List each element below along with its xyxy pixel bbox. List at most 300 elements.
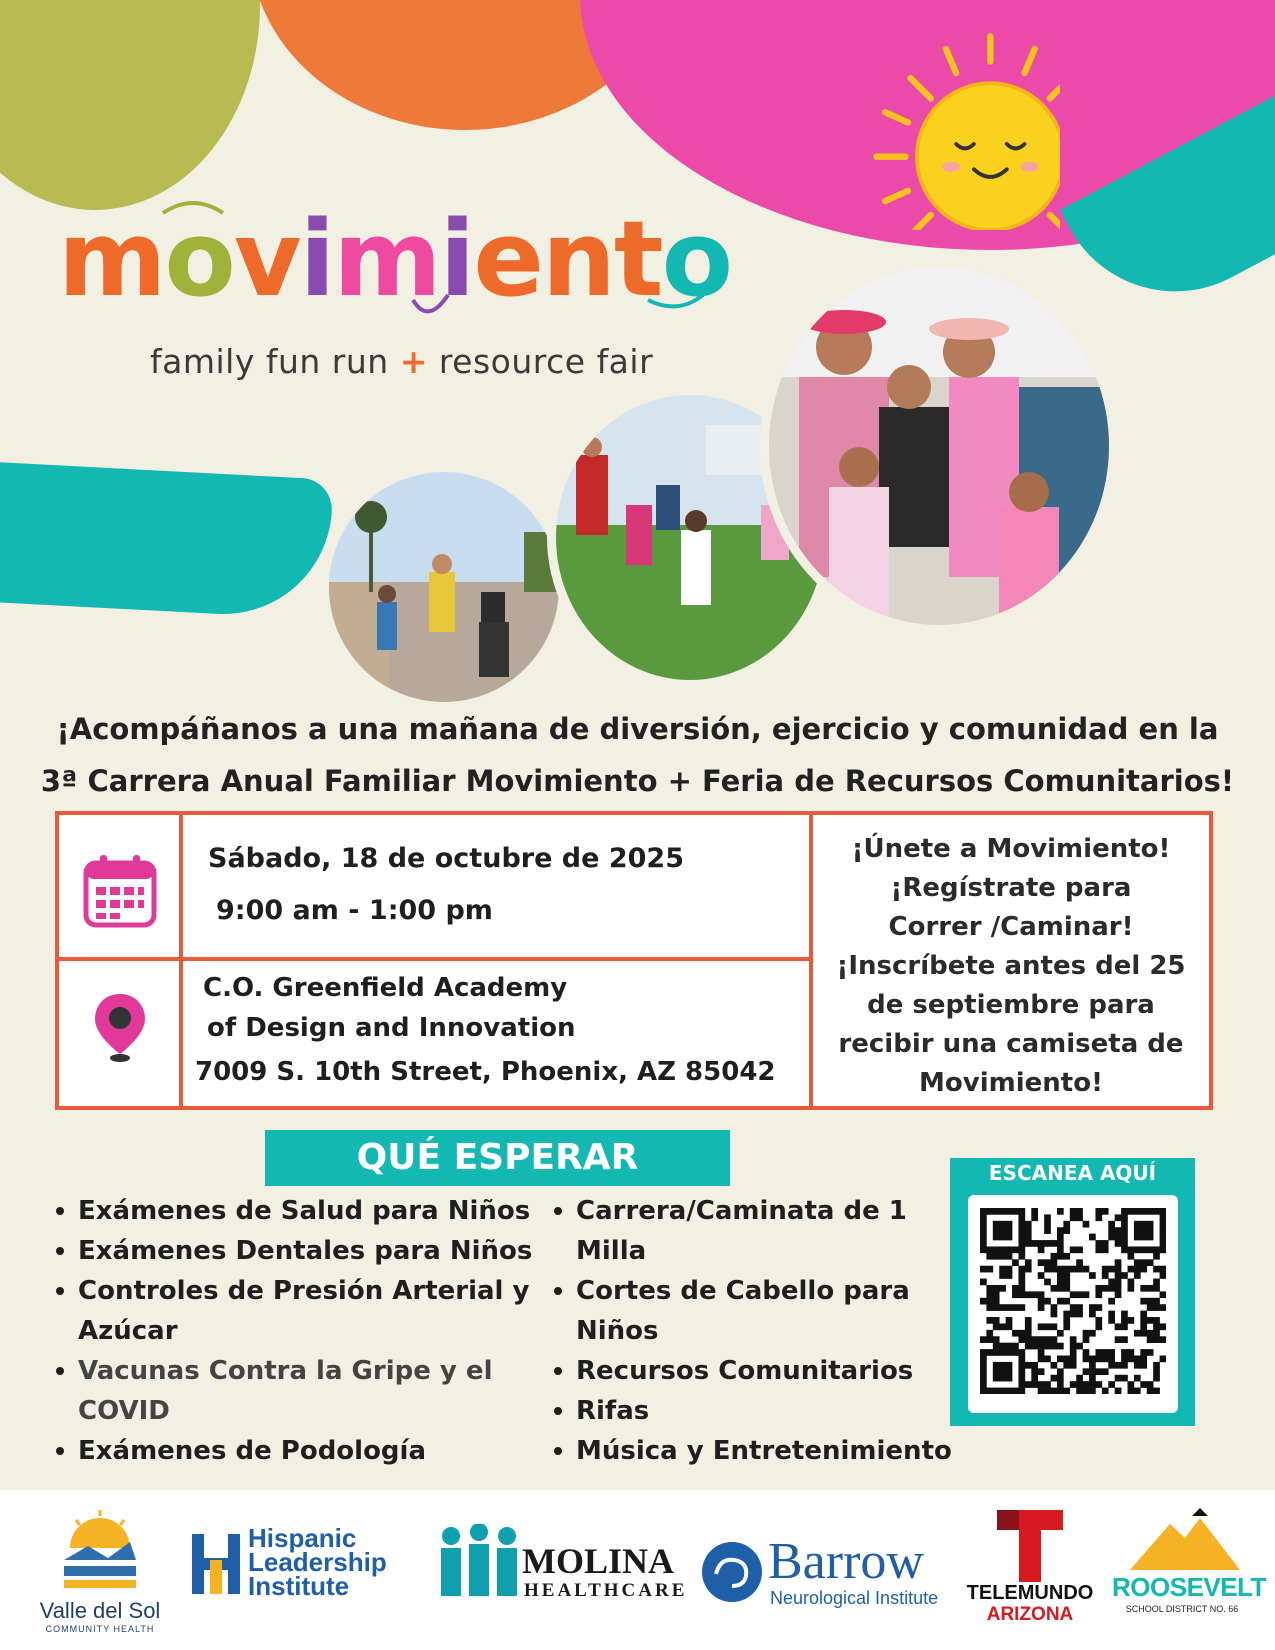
qr-module: [1006, 1388, 1013, 1394]
qr-module: [993, 1285, 1000, 1292]
qr-module: [1160, 1246, 1166, 1253]
qr-module: [993, 1368, 1000, 1375]
qr-module: [1134, 1221, 1141, 1228]
qr-module: [1018, 1246, 1025, 1253]
qr-module: [1031, 1368, 1038, 1375]
qr-module: [1121, 1362, 1128, 1369]
qr-module: [1140, 1234, 1147, 1241]
qr-module: [1083, 1381, 1090, 1388]
qr-module: [1095, 1304, 1102, 1311]
qr-module: [1044, 1259, 1051, 1266]
qr-module: [993, 1298, 1000, 1305]
qr-module: [1108, 1298, 1115, 1305]
headline-line1: ¡Acompáñanos a una mañana de diversión, ejercicio y comunidad en la: [56, 712, 1219, 746]
qr-module: [1089, 1234, 1096, 1241]
qr-module: [1128, 1317, 1135, 1324]
qr-module: [1070, 1291, 1077, 1298]
qr-module: [1076, 1214, 1083, 1221]
movimiento-logo-art: [58, 195, 738, 325]
qr-module: [1057, 1298, 1064, 1305]
qr-module: [1160, 1227, 1166, 1234]
qr-module: [980, 1356, 987, 1363]
qr-module: [1153, 1298, 1160, 1305]
qr-module: [986, 1336, 993, 1343]
qr-module: [999, 1304, 1006, 1311]
qr-module: [1018, 1221, 1025, 1228]
qr-module: [986, 1330, 993, 1337]
qr-module: [1031, 1240, 1038, 1247]
qr-module: [1038, 1304, 1045, 1311]
qr-module: [1044, 1240, 1051, 1247]
qr-module: [1102, 1240, 1109, 1247]
venue-line2: of Design and Innovation: [207, 1013, 576, 1043]
qr-module: [1006, 1375, 1013, 1382]
qr-module: [1057, 1375, 1064, 1382]
qr-module: [1121, 1214, 1128, 1221]
qr-module: [1095, 1208, 1102, 1215]
qr-module: [993, 1317, 1000, 1324]
qr-module: [1095, 1381, 1102, 1388]
qr-module: [1108, 1311, 1115, 1318]
svg-text:movimiento: movimiento: [58, 198, 732, 320]
qr-module: [1012, 1285, 1019, 1292]
qr-module: [1121, 1349, 1128, 1356]
qr-module: [1044, 1221, 1051, 1228]
qr-module: [1134, 1330, 1141, 1337]
que-esperar-title: QUÉ ESPERAR: [265, 1130, 730, 1186]
qr-module: [1147, 1388, 1154, 1394]
qr-module: [1057, 1240, 1064, 1247]
cta-line: ¡Regístrate para: [890, 873, 1132, 903]
photo-walkers: [320, 463, 568, 711]
qr-module: [1070, 1356, 1077, 1363]
list-item: Carrera/Caminata de 1 Milla: [576, 1191, 956, 1271]
qr-module: [1121, 1311, 1128, 1318]
qr-module: [1153, 1208, 1160, 1215]
qr-module: [1018, 1272, 1025, 1279]
qr-module: [1147, 1259, 1154, 1266]
qr-module: [1012, 1304, 1019, 1311]
qr-module: [1038, 1298, 1045, 1305]
qr-module: [1018, 1291, 1025, 1298]
qr-module: [1006, 1208, 1013, 1215]
qr-module: [1025, 1234, 1032, 1241]
qr-module: [1006, 1362, 1013, 1369]
qr-module: [1057, 1330, 1064, 1337]
qr-module: [1128, 1279, 1135, 1286]
qr-module: [980, 1246, 987, 1253]
qr-module: [1044, 1343, 1051, 1350]
qr-module: [1140, 1208, 1147, 1215]
qr-module: [1115, 1388, 1122, 1394]
qr-module: [1044, 1279, 1051, 1286]
qr-module: [999, 1323, 1006, 1330]
list-item: Vacunas Contra la Gripe y el COVID: [78, 1351, 558, 1431]
qr-module: [1134, 1272, 1141, 1279]
qr-module: [1076, 1208, 1083, 1215]
qr-module: [999, 1285, 1006, 1292]
qr-module: [1018, 1375, 1025, 1382]
qr-module: [993, 1234, 1000, 1241]
qr-module: [1018, 1253, 1025, 1260]
qr-module: [1018, 1304, 1025, 1311]
qr-module: [1031, 1381, 1038, 1388]
qr-module: [1006, 1343, 1013, 1350]
barrow-line1: Barrow: [768, 1533, 924, 1590]
qr-module: [1095, 1323, 1102, 1330]
qr-module: [1006, 1227, 1013, 1234]
list-item: Controles de Presión Arterial y Azúcar: [78, 1271, 558, 1351]
qr-module: [1031, 1291, 1038, 1298]
qr-module: [1095, 1368, 1102, 1375]
list-item: Exámenes de Podología: [78, 1431, 558, 1471]
qr-module: [999, 1368, 1006, 1375]
qr-module: [1134, 1266, 1141, 1273]
qr-module: [993, 1227, 1000, 1234]
qr-module: [1121, 1221, 1128, 1228]
qr-module: [1108, 1279, 1115, 1286]
qr-module: [1095, 1214, 1102, 1221]
qr-module: [1089, 1388, 1096, 1394]
qr-module: [986, 1388, 993, 1394]
qr-module: [1153, 1330, 1160, 1337]
qr-module: [1051, 1336, 1058, 1343]
qr-module: [1018, 1208, 1025, 1215]
qr-module: [1147, 1349, 1154, 1356]
qr-module: [1121, 1272, 1128, 1279]
qr-module: [1044, 1381, 1051, 1388]
qr-module: [1108, 1221, 1115, 1228]
qr-module: [1128, 1388, 1135, 1394]
qr-module: [993, 1304, 1000, 1311]
qr-module: [1095, 1291, 1102, 1298]
valle-del-sol-sub: COMMUNITY HEALTH: [45, 1624, 155, 1634]
qr-module: [1089, 1368, 1096, 1375]
qr-module: [993, 1375, 1000, 1382]
qr-module: [1006, 1368, 1013, 1375]
qr-module: [1102, 1285, 1109, 1292]
tagline-plus: +: [399, 342, 428, 381]
qr-module: [980, 1208, 987, 1215]
venue-address: 7009 S. 10th Street, Phoenix, AZ 85042: [195, 1057, 776, 1087]
qr-module: [1089, 1375, 1096, 1382]
qr-module: [1153, 1285, 1160, 1292]
qr-module: [1057, 1246, 1064, 1253]
qr-module: [1018, 1227, 1025, 1234]
qr-module: [1063, 1266, 1070, 1273]
qr-module: [1140, 1285, 1147, 1292]
qr-module: [1076, 1304, 1083, 1311]
qr-module: [1134, 1356, 1141, 1363]
qr-module: [1057, 1266, 1064, 1273]
qr-module: [1025, 1381, 1032, 1388]
qr-module: [980, 1298, 987, 1305]
qr-code[interactable]: [980, 1208, 1166, 1394]
qr-module: [1095, 1349, 1102, 1356]
qr-module: [1108, 1285, 1115, 1292]
qr-module: [1128, 1381, 1135, 1388]
qr-module: [1063, 1221, 1070, 1228]
qr-module: [1012, 1259, 1019, 1266]
qr-module: [1012, 1291, 1019, 1298]
qr-module: [1140, 1381, 1147, 1388]
qr-module: [1115, 1362, 1122, 1369]
qr-module: [1031, 1375, 1038, 1382]
qr-module: [993, 1246, 1000, 1253]
qr-module: [1147, 1227, 1154, 1234]
qr-module: [1051, 1362, 1058, 1369]
hli-line2: Leadership: [248, 1547, 387, 1577]
sun-icon: [870, 20, 1060, 230]
qr-module: [1018, 1234, 1025, 1241]
list-item: Música y Entretenimiento: [576, 1431, 956, 1471]
qr-module: [1018, 1381, 1025, 1388]
qr-module: [1025, 1240, 1032, 1247]
qr-module: [1134, 1259, 1141, 1266]
qr-module: [999, 1388, 1006, 1394]
qr-module: [1115, 1259, 1122, 1266]
qr-module: [1128, 1266, 1135, 1273]
qr-module: [1038, 1388, 1045, 1394]
qr-module: [1102, 1208, 1109, 1215]
qr-module: [993, 1349, 1000, 1356]
qr-module: [1140, 1227, 1147, 1234]
qr-module: [1121, 1227, 1128, 1234]
qr-module: [1051, 1259, 1058, 1266]
list-item: Exámenes de Salud para Niños: [78, 1191, 558, 1231]
qr-module: [1051, 1304, 1058, 1311]
qr-module: [980, 1221, 987, 1228]
qr-module: [999, 1227, 1006, 1234]
qr-module: [1018, 1240, 1025, 1247]
qr-module: [1128, 1356, 1135, 1363]
qr-module: [1057, 1285, 1064, 1292]
qr-module: [980, 1240, 987, 1247]
qr-module: [1038, 1356, 1045, 1363]
bg-teal-band-left: [0, 460, 333, 619]
cta-line: Movimiento!: [919, 1068, 1103, 1098]
qr-module: [1025, 1362, 1032, 1369]
valle-del-sol-name: Valle del Sol: [39, 1598, 161, 1623]
qr-module: [1044, 1388, 1051, 1394]
qr-module: [1095, 1240, 1102, 1247]
qr-module: [1102, 1272, 1109, 1279]
qr-module: [1038, 1240, 1045, 1247]
qr-module: [1051, 1266, 1058, 1273]
qr-module: [1012, 1208, 1019, 1215]
qr-module: [1018, 1362, 1025, 1369]
qr-module: [1108, 1234, 1115, 1241]
qr-module: [1038, 1291, 1045, 1298]
qr-module: [1038, 1259, 1045, 1266]
qr-module: [1115, 1336, 1122, 1343]
qr-module: [1006, 1323, 1013, 1330]
qr-module: [1025, 1259, 1032, 1266]
qr-module: [1128, 1246, 1135, 1253]
qr-module: [1128, 1285, 1135, 1292]
qr-module: [1025, 1291, 1032, 1298]
qr-module: [1031, 1362, 1038, 1369]
qr-module: [1070, 1311, 1077, 1318]
qr-module: [1038, 1272, 1045, 1279]
qr-module: [999, 1375, 1006, 1382]
qr-module: [1063, 1362, 1070, 1369]
qr-module: [1134, 1234, 1141, 1241]
qr-module: [980, 1375, 987, 1382]
qr-module: [999, 1266, 1006, 1273]
qr-module: [1134, 1362, 1141, 1369]
qr-module: [1140, 1246, 1147, 1253]
qr-module: [1063, 1272, 1070, 1279]
qr-module: [980, 1362, 987, 1369]
qr-module: [1102, 1368, 1109, 1375]
qr-module: [986, 1246, 993, 1253]
hli-line1: Hispanic: [248, 1523, 357, 1553]
qr-module: [1070, 1214, 1077, 1221]
qr-module: [1083, 1221, 1090, 1228]
qr-module: [1134, 1375, 1141, 1382]
qr-module: [1018, 1349, 1025, 1356]
qr-module: [1063, 1279, 1070, 1286]
qr-module: [1006, 1304, 1013, 1311]
telemundo-line1: TELEMUNDO: [966, 1582, 1094, 1604]
venue-line1: C.O. Greenfield Academy: [203, 973, 568, 1003]
qr-module: [1038, 1336, 1045, 1343]
qr-module: [1160, 1272, 1166, 1279]
qr-module: [1006, 1317, 1013, 1324]
qr-module: [1115, 1279, 1122, 1286]
qr-module: [1115, 1291, 1122, 1298]
qr-module: [1160, 1221, 1166, 1228]
qr-module: [1140, 1330, 1147, 1337]
qr-module: [1070, 1343, 1077, 1350]
qr-module: [1134, 1227, 1141, 1234]
list-item: Cortes de Cabello para Niños: [576, 1271, 956, 1351]
qr-module: [1006, 1221, 1013, 1228]
qr-module: [1160, 1266, 1166, 1273]
barrow-logo-icon: [700, 1540, 764, 1604]
qr-module: [1025, 1343, 1032, 1350]
qr-module: [1070, 1208, 1077, 1215]
qr-module: [1083, 1266, 1090, 1273]
movimiento-logo: [58, 195, 738, 325]
qr-module: [1012, 1349, 1019, 1356]
qr-module: [1140, 1323, 1147, 1330]
qr-module: [1147, 1285, 1154, 1292]
qr-module: [1012, 1343, 1019, 1350]
qr-module: [1025, 1336, 1032, 1343]
qr-module: [1083, 1330, 1090, 1337]
qr-module: [1140, 1349, 1147, 1356]
qr-module: [1153, 1253, 1160, 1260]
qr-module: [1102, 1246, 1109, 1253]
qr-module: [1140, 1298, 1147, 1305]
map-pin-icon: [92, 992, 148, 1064]
qr-module: [1089, 1330, 1096, 1337]
qr-module: [1044, 1214, 1051, 1221]
qr-module: [1031, 1336, 1038, 1343]
qr-module: [1006, 1246, 1013, 1253]
qr-module: [1140, 1356, 1147, 1363]
qr-module: [1153, 1368, 1160, 1375]
qr-module: [999, 1362, 1006, 1369]
roosevelt-line2: SCHOOL DISTRICT NO. 66: [1125, 1604, 1239, 1614]
calendar-icon: [82, 853, 158, 929]
qr-module: [1121, 1208, 1128, 1215]
qr-module: [993, 1323, 1000, 1330]
qr-module: [1160, 1240, 1166, 1247]
qr-module: [1044, 1323, 1051, 1330]
qr-module: [1070, 1266, 1077, 1273]
qr-module: [1128, 1253, 1135, 1260]
qr-module: [1018, 1356, 1025, 1363]
qr-module: [1153, 1375, 1160, 1382]
qr-module: [1140, 1311, 1147, 1318]
qr-module: [1153, 1388, 1160, 1394]
qr-module: [1083, 1336, 1090, 1343]
qr-module: [999, 1253, 1006, 1260]
qr-module: [1070, 1336, 1077, 1343]
barrow-line2: Neurological Institute: [770, 1588, 939, 1608]
qr-module: [1057, 1234, 1064, 1241]
tagline: [150, 342, 653, 381]
qr-module: [993, 1291, 1000, 1298]
qr-module: [1089, 1304, 1096, 1311]
qr-module: [1160, 1304, 1166, 1311]
qr-module: [1147, 1304, 1154, 1311]
qr-module: [1083, 1291, 1090, 1298]
qr-module: [1134, 1246, 1141, 1253]
list-item: Recursos Comunitarios: [576, 1351, 956, 1391]
qr-module: [1070, 1349, 1077, 1356]
list-item: Exámenes Dentales para Niños: [78, 1231, 558, 1271]
qr-module: [1083, 1388, 1090, 1394]
qr-module: [1153, 1323, 1160, 1330]
qr-module: [1160, 1336, 1166, 1343]
qr-module: [1121, 1323, 1128, 1330]
qr-module: [1147, 1317, 1154, 1324]
qr-module: [1115, 1234, 1122, 1241]
qr-module: [1115, 1240, 1122, 1247]
qr-module: [1025, 1323, 1032, 1330]
qr-module: [1147, 1330, 1154, 1337]
qr-module: [1140, 1317, 1147, 1324]
qr-module: [1057, 1356, 1064, 1363]
qr-module: [1018, 1285, 1025, 1292]
qr-module: [1012, 1388, 1019, 1394]
qr-module: [1121, 1375, 1128, 1382]
qr-module: [986, 1349, 993, 1356]
qr-module: [1160, 1214, 1166, 1221]
qr-module: [1063, 1298, 1070, 1305]
qr-module: [1031, 1343, 1038, 1350]
qr-module: [1134, 1208, 1141, 1215]
cta-line: recibir una camiseta de: [838, 1029, 1184, 1059]
qr-module: [980, 1227, 987, 1234]
qr-module: [1063, 1227, 1070, 1234]
qr-module: [980, 1266, 987, 1273]
qr-module: [986, 1298, 993, 1305]
roosevelt-logo-icon: [1130, 1508, 1240, 1572]
qr-module: [999, 1234, 1006, 1241]
qr-module: [1057, 1253, 1064, 1260]
qr-module: [1115, 1285, 1122, 1292]
event-time: 9:00 am - 1:00 pm: [216, 895, 493, 926]
qr-module: [1063, 1356, 1070, 1363]
qr-module: [1025, 1221, 1032, 1228]
qr-module: [986, 1317, 993, 1324]
qr-module: [1025, 1266, 1032, 1273]
